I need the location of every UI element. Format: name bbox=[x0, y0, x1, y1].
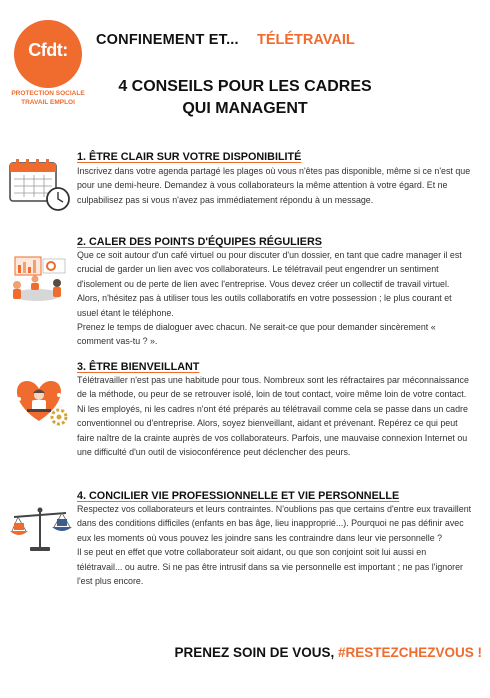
section-2-title: 2. CALER DES POINTS D'ÉQUIPES RÉGULIERS bbox=[77, 236, 322, 248]
logo-text: Cfdt: bbox=[28, 40, 68, 60]
balance-scale-icon bbox=[8, 503, 72, 559]
footer-hashtag: #RESTEZCHEZVOUS ! bbox=[337, 645, 482, 660]
page-title bbox=[0, 76, 490, 120]
team-meeting-icon bbox=[5, 255, 71, 311]
section-3-title: 3. ÊTRE BIENVEILLANT bbox=[77, 361, 200, 373]
section-2-paragraph-2: Prenez le temps de dialoguer avec chacun. Ne serait-ce que pour demander sincèrement « comment vas-tu ? ». bbox=[77, 322, 436, 347]
section-1-title: 1. ÊTRE CLAIR SUR VOTRE DISPONIBILITÉ bbox=[77, 151, 302, 163]
section-4-body bbox=[77, 502, 473, 588]
title-line2: QUI MANAGENT bbox=[182, 100, 308, 117]
header-highlight: TÉLÉTRAVAIL bbox=[257, 32, 355, 48]
calendar-clock-icon bbox=[8, 157, 72, 213]
header-prefix: CONFINEMENT ET... bbox=[96, 32, 239, 48]
section-4-title: 4. CONCILIER VIE PROFESSIONNELLE ET VIE PERSONNELLE bbox=[77, 490, 400, 502]
section-3-paragraph: Télétravailler n'est pas une habitude pour tous. Nombreux sont les réfractaires par méconnaissance de la méthode, ou peur de se retrouver isolé, loin de tout contact, voire même loin de votre contact. Ni les employés, ni les cadres n'ont été préparés au télétravail comme cela se passe dans un cadre conventionnel ou d'entreprise. Alors, soyez bienveillant, aidant et prévenant. Repérez ce qui peut faire naître de la crainte auprès de vos collaborateurs. Parfois, une mauvaise connexion Internet ou une difficulté d'un outil de visioconférence peut déclencher des peurs. bbox=[77, 375, 469, 458]
footer-prefix: PRENEZ SOIN DE VOUS, bbox=[174, 645, 338, 660]
footer-slogan bbox=[0, 645, 482, 660]
section-2-body bbox=[77, 248, 473, 349]
section-1-paragraph: Inscrivez dans votre agenda partagé les plages où vous n'êtes pas disponible, même si ce n'est que pour une demi-heure. Demandez à vous collaborateurs la même attention à votre égard. Et ne culpabilisez pas si vous n'avez pas immédiatement répondu à un message. bbox=[77, 166, 471, 205]
logo-subtitle-line1: PROTECTION SOCIALE bbox=[11, 90, 85, 97]
section-1-body bbox=[77, 164, 471, 207]
section-3-body bbox=[77, 373, 473, 459]
section-2-paragraph-1: Que ce soit autour d'un café virtuel ou pour discuter d'un dossier, en tant que cadre manager il est crucial de garder un lien avec vos collaborateurs. Le télétravail peut engendrer un sentiment d'isolement ou de perte de lien avec l'entreprise. Vous devez créer un collectif de travail virtuel. Alors, n'hésitez pas à utiliser tous les outils collaboratifs en votre possession ; le plus courant et usuel étant le téléphone. bbox=[77, 250, 462, 318]
heart-worker-icon bbox=[7, 377, 71, 433]
section-4-paragraph-1: Respectez vos collaborateurs et leurs contraintes. N'oublions pas que certains d'entre eux travaillent dans des conditions difficiles (enfants en bas âge, lieu inapproprié...). Pourquoi ne pas définir avec eux les moments où vous pouvez les joindre sans les contraindre dans leur vie personnelle ? bbox=[77, 504, 472, 543]
logo-subtitle-line2: TRAVAIL EMPLOI bbox=[21, 99, 75, 106]
title-line1: 4 CONSEILS POUR LES CADRES bbox=[118, 78, 372, 95]
section-4-paragraph-2: Il se peut en effet que votre collaborateur soit aidant, ou que son conjoint soit lui aussi en télétravail... ou autre. Si ne pas être intrusif dans sa vie personnelle est important ; ne pas l'ignorer l'est plus encore. bbox=[77, 547, 463, 587]
